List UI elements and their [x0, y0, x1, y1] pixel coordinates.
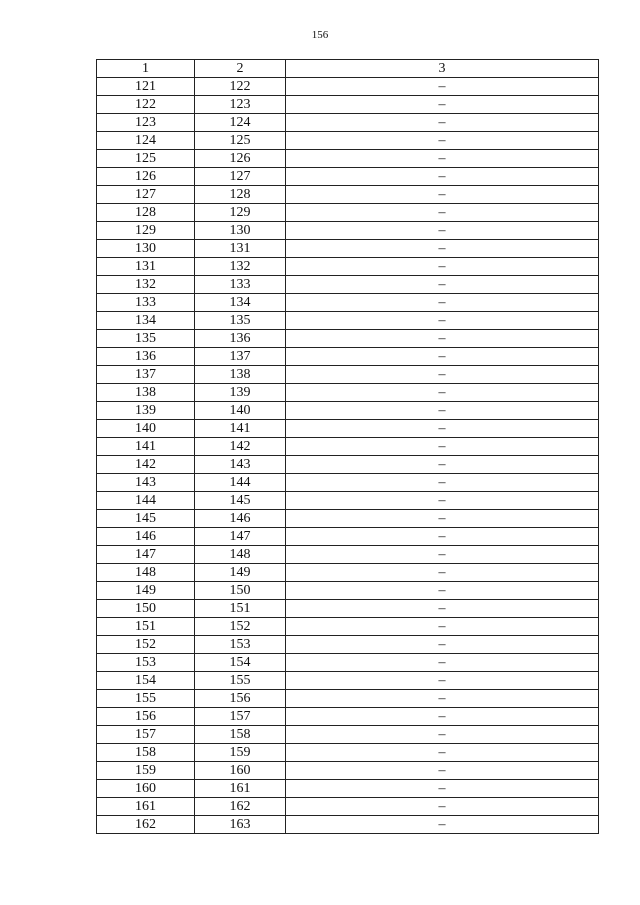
table-cell-col1: 127 [97, 186, 195, 204]
table-row [97, 204, 599, 222]
table-row [97, 708, 599, 726]
table-cell-col1: 148 [97, 564, 195, 582]
table-cell-col3: – [286, 618, 599, 636]
table-row [97, 798, 599, 816]
table-row [97, 546, 599, 564]
table-cell-col3: – [286, 744, 599, 762]
table-cell-col3: – [286, 420, 599, 438]
table-row [97, 636, 599, 654]
column-header-3: 3 [286, 60, 599, 78]
page-number: 156 [311, 29, 329, 41]
table-row [97, 582, 599, 600]
table-cell-col3: – [286, 564, 599, 582]
table-row [97, 78, 599, 96]
table-cell-col2: 122 [195, 78, 286, 96]
table-cell-col1: 143 [97, 474, 195, 492]
table-row [97, 186, 599, 204]
table-cell-col1: 129 [97, 222, 195, 240]
table-cell-col1: 131 [97, 258, 195, 276]
table-cell-col1: 138 [97, 384, 195, 402]
table-cell-col1: 132 [97, 276, 195, 294]
table-row [97, 222, 599, 240]
table-row [97, 690, 599, 708]
table-cell-col2: 132 [195, 258, 286, 276]
table-row [97, 240, 599, 258]
table-cell-col2: 159 [195, 744, 286, 762]
table-cell-col3: – [286, 816, 599, 834]
table-row [97, 744, 599, 762]
table-cell-col3: – [286, 690, 599, 708]
table-cell-col1: 156 [97, 708, 195, 726]
table-cell-col3: – [286, 474, 599, 492]
table-row [97, 96, 599, 114]
table-cell-col1: 146 [97, 528, 195, 546]
table-cell-col3: – [286, 168, 599, 186]
table-cell-col1: 126 [97, 168, 195, 186]
table-cell-col3: – [286, 762, 599, 780]
table-row [97, 528, 599, 546]
table-cell-col1: 124 [97, 132, 195, 150]
table-cell-col3: – [286, 546, 599, 564]
table-cell-col1: 130 [97, 240, 195, 258]
table-cell-col3: – [286, 528, 599, 546]
table-cell-col3: – [286, 438, 599, 456]
table-cell-col1: 153 [97, 654, 195, 672]
table-cell-col3: – [286, 258, 599, 276]
table-row [97, 438, 599, 456]
table-cell-col1: 137 [97, 366, 195, 384]
table-cell-col2: 138 [195, 366, 286, 384]
table-cell-col2: 156 [195, 690, 286, 708]
table-cell-col2: 151 [195, 600, 286, 618]
table-cell-col3: – [286, 492, 599, 510]
table-cell-col3: – [286, 96, 599, 114]
table-row [97, 402, 599, 420]
table-cell-col3: – [286, 240, 599, 258]
table-row [97, 726, 599, 744]
table-cell-col2: 140 [195, 402, 286, 420]
table-cell-col2: 158 [195, 726, 286, 744]
table-cell-col1: 139 [97, 402, 195, 420]
table-row [97, 348, 599, 366]
table-row [97, 780, 599, 798]
header-row [97, 60, 599, 78]
table-cell-col2: 143 [195, 456, 286, 474]
table-cell-col2: 126 [195, 150, 286, 168]
table-cell-col3: – [286, 366, 599, 384]
table-cell-col2: 153 [195, 636, 286, 654]
table-cell-col3: – [286, 330, 599, 348]
table-row [97, 150, 599, 168]
table-cell-col2: 146 [195, 510, 286, 528]
table-row [97, 330, 599, 348]
table-cell-col2: 144 [195, 474, 286, 492]
table-row [97, 456, 599, 474]
table-row [97, 654, 599, 672]
table-cell-col2: 149 [195, 564, 286, 582]
table-cell-col1: 161 [97, 798, 195, 816]
table-cell-col1: 158 [97, 744, 195, 762]
table-cell-col1: 159 [97, 762, 195, 780]
table-cell-col2: 147 [195, 528, 286, 546]
table-cell-col1: 123 [97, 114, 195, 132]
table-row [97, 366, 599, 384]
table-cell-col1: 128 [97, 204, 195, 222]
table-cell-col3: – [286, 672, 599, 690]
table-cell-col3: – [286, 150, 599, 168]
table-row [97, 132, 599, 150]
table-row [97, 600, 599, 618]
table-cell-col1: 142 [97, 456, 195, 474]
table-row [97, 114, 599, 132]
table-cell-col3: – [286, 294, 599, 312]
table-cell-col2: 139 [195, 384, 286, 402]
table-cell-col3: – [286, 654, 599, 672]
table-row [97, 294, 599, 312]
table-cell-col3: – [286, 600, 599, 618]
table-cell-col2: 123 [195, 96, 286, 114]
table-cell-col3: – [286, 114, 599, 132]
table-row [97, 672, 599, 690]
table-cell-col3: – [286, 78, 599, 96]
table-cell-col3: – [286, 204, 599, 222]
table-cell-col1: 121 [97, 78, 195, 96]
table-cell-col3: – [286, 510, 599, 528]
table-row [97, 276, 599, 294]
table-cell-col2: 154 [195, 654, 286, 672]
table-row [97, 564, 599, 582]
table-cell-col1: 162 [97, 816, 195, 834]
table-cell-col2: 125 [195, 132, 286, 150]
table-cell-col2: 136 [195, 330, 286, 348]
table-cell-col2: 135 [195, 312, 286, 330]
table-cell-col1: 154 [97, 672, 195, 690]
table-cell-col3: – [286, 384, 599, 402]
table-cell-col3: – [286, 456, 599, 474]
table-cell-col1: 152 [97, 636, 195, 654]
table-cell-col1: 134 [97, 312, 195, 330]
table-cell-col3: – [286, 222, 599, 240]
table-cell-col2: 152 [195, 618, 286, 636]
table-cell-col1: 141 [97, 438, 195, 456]
table-cell-col3: – [286, 312, 599, 330]
table-cell-col1: 140 [97, 420, 195, 438]
table-cell-col2: 162 [195, 798, 286, 816]
table-row [97, 816, 599, 834]
table-cell-col1: 145 [97, 510, 195, 528]
column-header-1: 1 [97, 60, 195, 78]
table-row [97, 168, 599, 186]
table-cell-col2: 130 [195, 222, 286, 240]
table-cell-col2: 141 [195, 420, 286, 438]
table-cell-col1: 125 [97, 150, 195, 168]
table-body [97, 78, 599, 834]
table-row [97, 258, 599, 276]
table-cell-col2: 155 [195, 672, 286, 690]
table-row [97, 762, 599, 780]
table-cell-col1: 155 [97, 690, 195, 708]
table-cell-col2: 129 [195, 204, 286, 222]
table-cell-col3: – [286, 276, 599, 294]
table-cell-col2: 137 [195, 348, 286, 366]
data-table [96, 59, 599, 834]
table-cell-col3: – [286, 402, 599, 420]
table-cell-col3: – [286, 348, 599, 366]
table-cell-col3: – [286, 708, 599, 726]
table-cell-col1: 136 [97, 348, 195, 366]
table-cell-col3: – [286, 132, 599, 150]
table-cell-col2: 134 [195, 294, 286, 312]
table-row [97, 312, 599, 330]
table-row [97, 384, 599, 402]
table-cell-col2: 157 [195, 708, 286, 726]
table-cell-col1: 157 [97, 726, 195, 744]
table-cell-col3: – [286, 636, 599, 654]
table-cell-col3: – [286, 726, 599, 744]
table-row [97, 474, 599, 492]
table-cell-col2: 128 [195, 186, 286, 204]
table-cell-col2: 127 [195, 168, 286, 186]
table-cell-col3: – [286, 798, 599, 816]
table-cell-col2: 150 [195, 582, 286, 600]
table-cell-col2: 161 [195, 780, 286, 798]
table-cell-col1: 160 [97, 780, 195, 798]
column-header-2: 2 [195, 60, 286, 78]
table-row [97, 510, 599, 528]
table-row [97, 420, 599, 438]
table-cell-col1: 147 [97, 546, 195, 564]
table-cell-col2: 131 [195, 240, 286, 258]
table-cell-col1: 150 [97, 600, 195, 618]
table-cell-col2: 148 [195, 546, 286, 564]
table-row [97, 618, 599, 636]
table-cell-col1: 122 [97, 96, 195, 114]
table-cell-col3: – [286, 186, 599, 204]
table-cell-col1: 144 [97, 492, 195, 510]
table-cell-col2: 133 [195, 276, 286, 294]
table-cell-col2: 142 [195, 438, 286, 456]
table-cell-col1: 149 [97, 582, 195, 600]
table-cell-col1: 135 [97, 330, 195, 348]
table-cell-col1: 133 [97, 294, 195, 312]
table-cell-col3: – [286, 780, 599, 798]
table-cell-col2: 145 [195, 492, 286, 510]
table-cell-col3: – [286, 582, 599, 600]
table-cell-col1: 151 [97, 618, 195, 636]
table-row [97, 492, 599, 510]
table-cell-col2: 160 [195, 762, 286, 780]
table-cell-col2: 124 [195, 114, 286, 132]
table-cell-col2: 163 [195, 816, 286, 834]
